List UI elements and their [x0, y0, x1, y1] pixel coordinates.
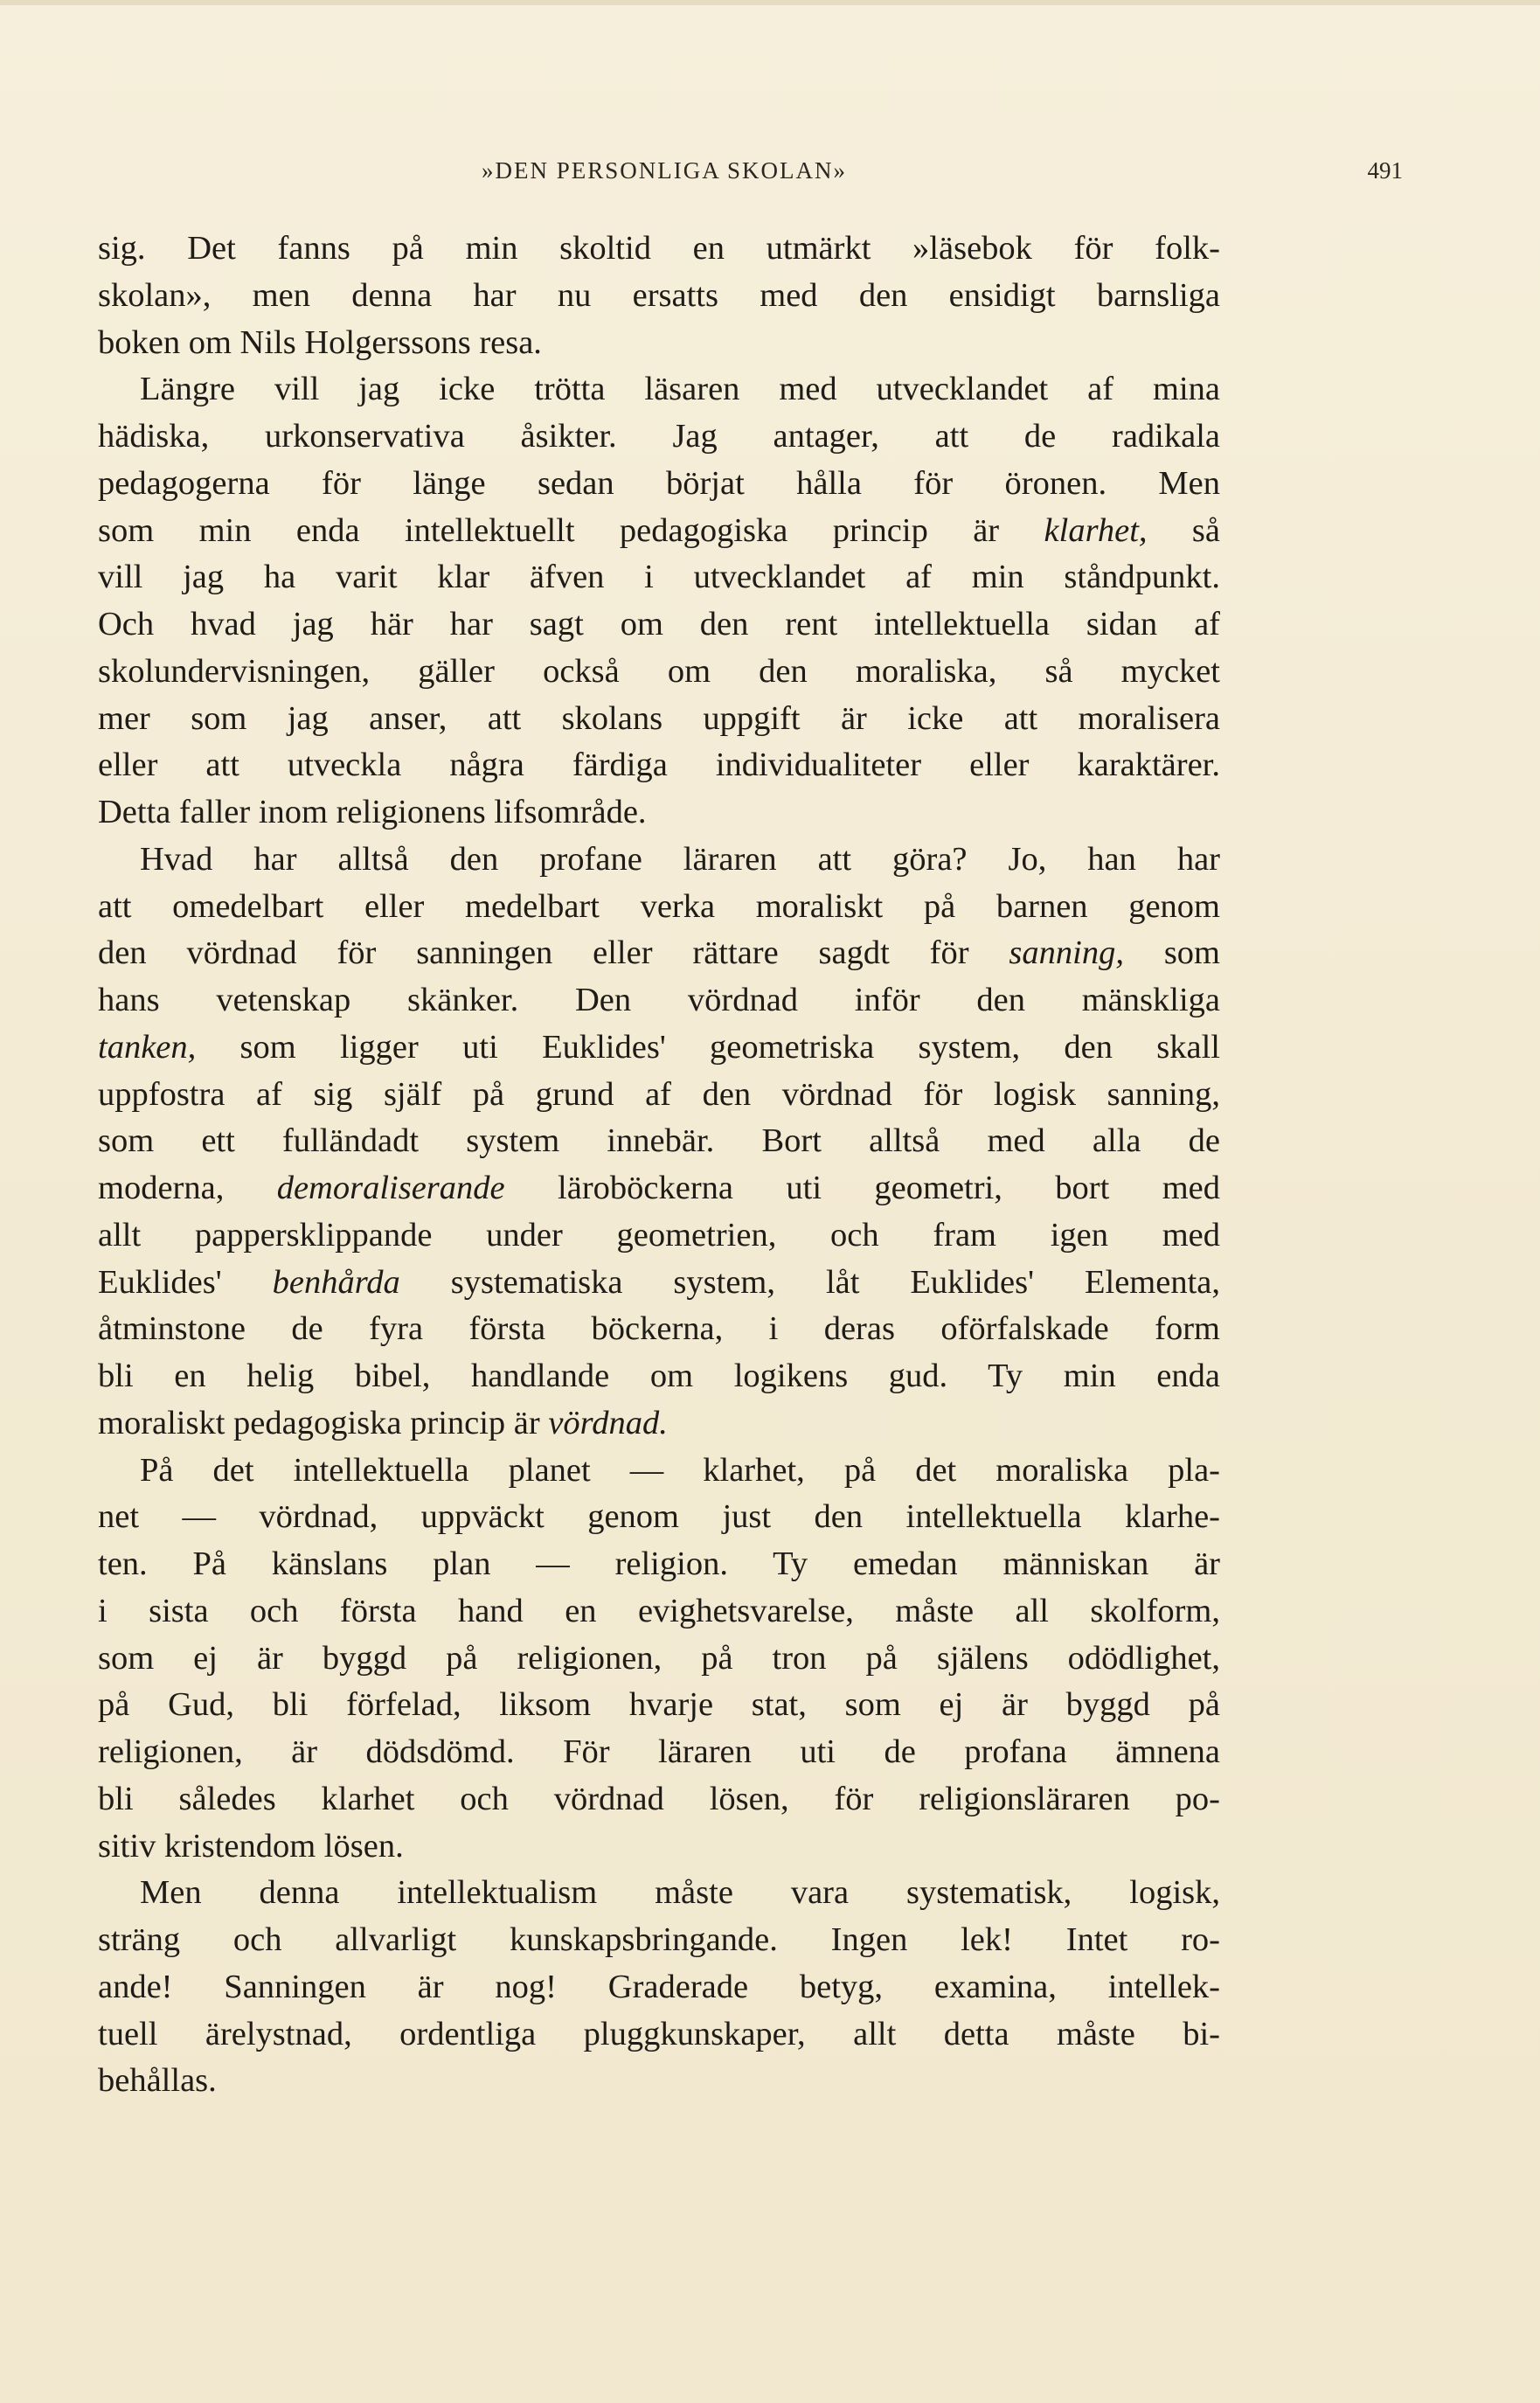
- emphasized-word: vördnad.: [548, 1404, 668, 1441]
- text-line: uppfostra af sig själf på grund af den vördnad för logisk sanning,: [98, 1075, 1220, 1113]
- text-line: bli en helig bibel, handlande om logikens gud. Ty min enda: [98, 1358, 1220, 1394]
- text-line: Och hvad jag här har sagt om den rent intellektuella sidan af: [98, 606, 1220, 642]
- text-line: boken om Nils Holgerssons resa.: [98, 323, 542, 361]
- text-segment: moraliskt pedagogiska princip är: [98, 1404, 549, 1441]
- text-line: sträng och allvarligt kunskapsbringande. Ingen lek! Intet ro-: [98, 1921, 1220, 1958]
- text-line: att omedelbart eller medelbart verka moraliskt på barnen genom: [98, 887, 1220, 925]
- text-line: [98, 1400, 1220, 1448]
- text-line: [98, 930, 1220, 977]
- text-line: net — vördnad, uppväckt genom just den intellektuella klarhe-: [98, 1498, 1220, 1536]
- text-line: [98, 508, 1220, 555]
- text-line: allt pappersklippande under geometrien, och fram igen med: [98, 1216, 1220, 1254]
- text-segment: som ligger uti Euklides' geometriska system, den skall: [196, 1028, 1220, 1066]
- body-text: [98, 226, 1220, 2105]
- text-line: ande! Sanningen är nog! Graderade betyg, examina, intellek-: [98, 1968, 1220, 2005]
- text-line: skolundervisningen, gäller också om den moraliska, så mycket: [98, 652, 1220, 690]
- emphasized-word: tanken,: [98, 1028, 197, 1066]
- text-line: sig. Det fanns på min skoltid en utmärkt »läsebok för folk-: [98, 230, 1220, 267]
- text-line: mer som jag anser, att skolans uppgift är icke att moralisera: [98, 699, 1220, 737]
- text-line: i sista och första hand en evighetsvarelse, måste all skolform,: [98, 1592, 1220, 1629]
- text-line: [98, 1165, 1220, 1212]
- text-line: sitiv kristendom lösen.: [98, 1827, 404, 1865]
- running-head: »DEN PERSONLIGA SKOLAN»: [481, 157, 847, 184]
- text-line: Längre vill jag icke trötta läsaren med utvecklandet af mina: [140, 371, 1220, 408]
- text-line: [98, 1260, 1220, 1307]
- text-line: [98, 1024, 1220, 1072]
- text-line: som ej är byggd på religionen, på tron på själens odödlighet,: [98, 1639, 1220, 1677]
- text-line: Hvad har alltså den profane läraren att göra? Jo, han har: [140, 840, 1220, 878]
- text-line: ten. På känslans plan — religion. Ty emedan människan är: [98, 1545, 1220, 1582]
- text-line: åtminstone de fyra första böckerna, i deras oförfalskade form: [98, 1310, 1220, 1348]
- text-line: religionen, är dödsdömd. För läraren uti de profana ämnena: [98, 1733, 1220, 1770]
- text-line: skolan», men denna har nu ersatts med den ensidigt barnsliga: [98, 276, 1220, 314]
- text-line: Detta faller inom religionens lifsområde.: [98, 794, 647, 830]
- text-line: Men denna intellektualism måste vara systematisk, logisk,: [140, 1874, 1220, 1912]
- emphasized-word: demoraliserande: [276, 1170, 505, 1206]
- emphasized-word: klarhet,: [1044, 511, 1148, 549]
- text-line: pedagogerna för länge sedan börjat hålla för öronen. Men: [98, 464, 1220, 502]
- text-line: på Gud, bli förfelad, liksom hvarje stat, som ej är byggd på: [98, 1686, 1220, 1724]
- text-line: hans vetenskap skänker. Den vördnad inför den mänskliga: [98, 982, 1220, 1018]
- text-line: som ett fulländadt system innebär. Bort alltså med alla de: [98, 1122, 1220, 1160]
- page-number: 491: [1367, 157, 1403, 184]
- text-segment: systematiska system, låt Euklides' Elementa,: [399, 1263, 1220, 1301]
- text-segment: som: [1123, 934, 1220, 972]
- text-line: vill jag ha varit klar äfven i utvecklandet af min ståndpunkt.: [98, 559, 1220, 596]
- text-segment: moderna,: [98, 1170, 277, 1206]
- text-segment: läroböckerna uti geometri, bort med: [504, 1170, 1220, 1206]
- text-line: bli således klarhet och vördnad lösen, för religionsläraren po-: [98, 1780, 1220, 1817]
- text-line: hädiska, urkonservativa åsikter. Jag antager, att de radikala: [98, 418, 1220, 455]
- text-line: På det intellektuella planet — klarhet, på det moraliska pla-: [140, 1451, 1220, 1489]
- emphasized-word: benhårda: [272, 1263, 400, 1301]
- text-segment: Euklides': [98, 1263, 273, 1301]
- text-segment: som min enda intellektuellt pedagogiska princip är: [98, 511, 1044, 549]
- text-segment: den vördnad för sanningen eller rättare sagdt för: [98, 934, 1009, 972]
- text-line: eller att utveckla några färdiga individualiteter eller karaktärer.: [98, 747, 1220, 784]
- text-line: behållas.: [98, 2062, 217, 2100]
- text-line: tuell ärelystnad, ordentliga pluggkunskaper, allt detta måste bi-: [98, 2015, 1220, 2052]
- text-segment: så: [1147, 511, 1220, 549]
- emphasized-word: sanning,: [1009, 934, 1124, 972]
- page-top-edge: [0, 0, 1540, 5]
